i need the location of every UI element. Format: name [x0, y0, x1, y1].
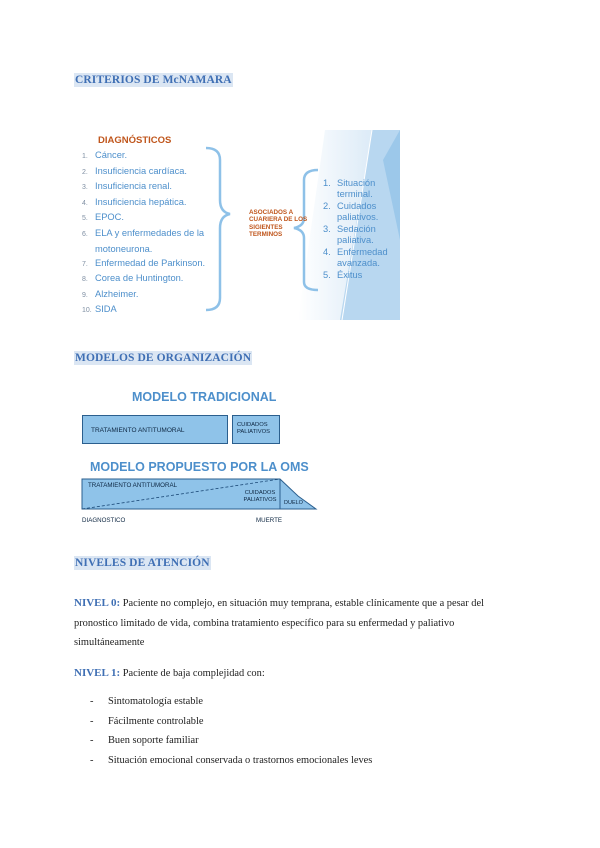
death-label: MUERTE [256, 517, 283, 524]
diagnosis-label: DIAGNOSTICO [82, 517, 126, 524]
diagnostic-number: 7. [82, 260, 88, 268]
result-number: 4. [323, 247, 331, 257]
diagnostic-number: 4. [82, 199, 88, 207]
mcnamara-figure [80, 130, 400, 320]
diagnostic-label: Alzheimer. [95, 288, 139, 299]
level1-label: NIVEL 1: [74, 667, 121, 679]
diagnostics-title: DIAGNÓSTICOS [98, 135, 172, 146]
traditional-treatment-label: TRATAMIENTO ANTITUMORAL [91, 427, 185, 434]
bullet-dash: - [90, 754, 94, 766]
result-label: Sedación paliativa. [337, 224, 376, 245]
oms-palliative-label: CUIDADOS PALIATIVOS [243, 490, 277, 503]
result-label: Cuidados paliativos. [337, 201, 379, 222]
result-label: Situación terminal. [337, 178, 376, 199]
heading-mcnamara: CRITERIOS DE McNAMARA [75, 74, 232, 86]
level1-bullet-item [90, 755, 372, 766]
result-item [323, 178, 393, 200]
diagnostic-item [82, 195, 205, 211]
diagnostic-item [82, 210, 205, 226]
traditional-palliative-label: CUIDADOS PALIATIVOS [237, 422, 270, 435]
diagnostic-number: 5. [82, 215, 88, 223]
result-label: Enfermedad avanzada. [337, 247, 388, 268]
level1-text: Paciente de baja complejidad con: [122, 668, 265, 679]
traditional-treatment-box [82, 415, 228, 444]
diagnostic-number: 3. [82, 184, 88, 192]
bullet-text: Fácilmente controlable [108, 715, 204, 727]
diagnostic-item [82, 256, 205, 272]
diagnostic-item [82, 287, 205, 303]
diagnostic-label: motoneurona. [95, 243, 153, 254]
traditional-palliative-box [232, 415, 280, 444]
diagnostic-label: Cáncer. [95, 150, 128, 160]
diagnostic-label: ELA y enfermedades de la [95, 227, 205, 238]
diagnostic-number: 9. [82, 291, 88, 299]
diagnostic-item [82, 226, 205, 242]
bullet-dash: - [90, 696, 94, 707]
result-number: 1. [323, 178, 331, 188]
diagnostics-list [82, 148, 205, 318]
oms-grief-label: DUELO [284, 500, 303, 506]
diagnostic-label: Corea de Huntington. [95, 273, 184, 284]
result-item [323, 224, 393, 246]
diagnostic-label: EPOC. [95, 212, 124, 223]
diagnostic-number: 2. [82, 168, 88, 176]
diagnostic-number: 1. [82, 153, 88, 160]
result-number: 5. [323, 270, 331, 280]
models-figure [80, 384, 320, 526]
traditional-model-title: MODELO TRADICIONAL [132, 390, 277, 404]
diagnostic-item [82, 242, 205, 256]
diagnostic-number: 10. [82, 307, 92, 315]
diagnostic-label: Insuficiencia renal. [95, 181, 172, 192]
bullet-dash: - [90, 715, 94, 727]
diagnostic-item [82, 179, 205, 195]
diagnostic-item [82, 164, 205, 180]
level0-paragraph [74, 594, 526, 653]
level1-paragraph [74, 664, 526, 684]
level1-bullet-item [90, 716, 204, 727]
diagnostic-item [82, 271, 205, 287]
diagnostic-item [82, 302, 205, 318]
level0-label: NIVEL 0: [74, 597, 121, 609]
bullet-text: Buen soporte familiar [108, 735, 199, 746]
bullet-dash: - [90, 735, 94, 746]
bullet-text: Sintomatología estable [108, 696, 203, 707]
diagnostic-item [82, 148, 205, 164]
diagnostic-label: SIDA [95, 304, 117, 315]
oms-model-title: MODELO PROPUESTO POR LA OMS [90, 460, 309, 474]
diagnostic-label: Enfermedad de Parkinson. [95, 257, 206, 268]
result-item [323, 201, 393, 223]
diagnostic-label: Insuficiencia hepática. [95, 196, 187, 207]
heading-levels: NIVELES DE ATENCIÓN [75, 557, 210, 569]
associated-terms-text: ASOCIADOS A CUARIERA DE LOS SIGIENTES TERMINOS [249, 209, 308, 239]
diagnostic-label: Insuficiencia cardíaca. [95, 165, 187, 176]
results-list [323, 178, 393, 282]
result-number: 3. [323, 224, 331, 234]
bullet-text: Situación emocional conservada o trastornos emocionales leves [108, 754, 373, 766]
result-label: Éxitus [337, 270, 363, 280]
result-number: 2. [323, 201, 331, 211]
level1-bullet-item [90, 735, 199, 746]
diagnostic-number: 6. [82, 230, 88, 238]
result-item [323, 247, 393, 269]
oms-treatment-label: TRATAMIENTO ANTITUMORAL [88, 482, 178, 489]
diagnostic-number: 8. [82, 276, 88, 284]
level0-text: Paciente no complejo, en situación muy temprana, estable clínicamente que a pesar del pronostico limitado de vida, combina tratamiento específico para su enfermedad y paliativo simultáneamente [74, 598, 484, 648]
heading-models: MODELOS DE ORGANIZACIÓN [75, 352, 252, 364]
result-item [323, 270, 393, 281]
level1-bullet-item [90, 696, 203, 707]
